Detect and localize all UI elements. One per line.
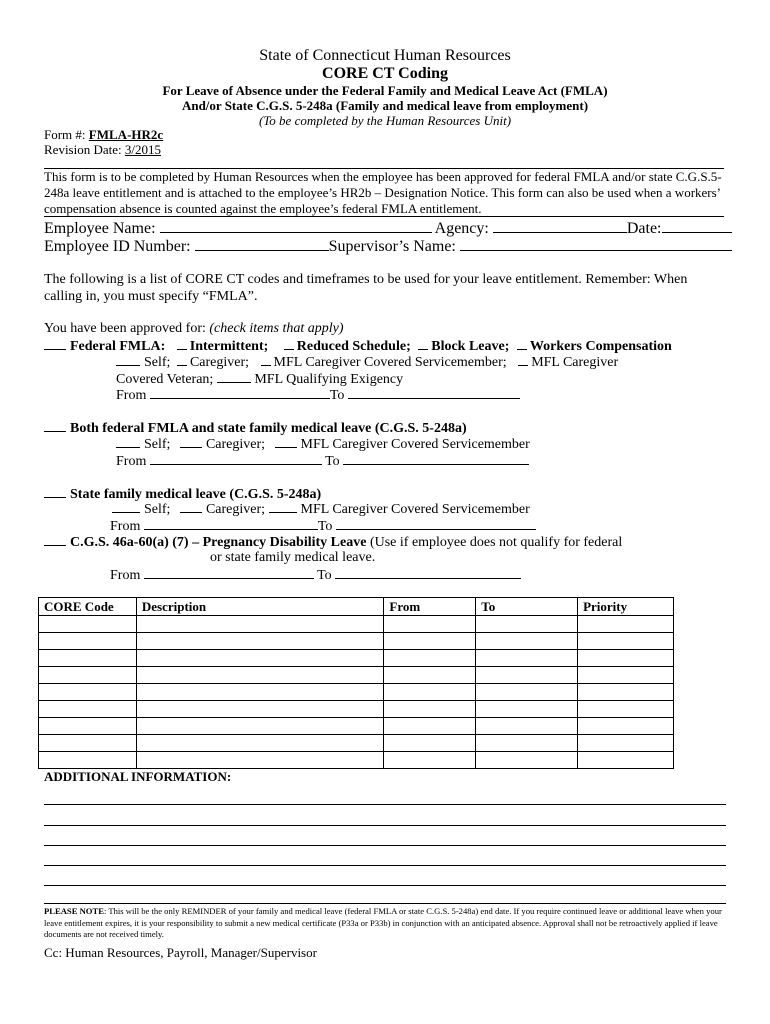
- table-cell[interactable]: [384, 616, 476, 633]
- intro-line-1: This form is to be completed by Human Resources when the employee has been approved for federal FMLA and/or state C.G.S.5-: [44, 169, 722, 184]
- state-dates-row: From To: [110, 517, 536, 535]
- table-cell[interactable]: [384, 667, 476, 684]
- col-to: To: [476, 598, 578, 616]
- state-caregiver-checkbox[interactable]: [180, 500, 202, 513]
- additional-line[interactable]: [44, 885, 726, 886]
- federal-mfl-servicemember-checkbox[interactable]: [261, 355, 271, 366]
- table-cell[interactable]: [39, 752, 137, 769]
- table-cell[interactable]: [476, 633, 578, 650]
- table-row: [39, 684, 674, 701]
- table-cell[interactable]: [578, 667, 674, 684]
- table-cell[interactable]: [136, 701, 384, 718]
- federal-veteran-row: Covered Veteran; MFL Qualifying Exigency: [116, 372, 404, 387]
- form-number-line: Form #: FMLA-HR2c: [44, 127, 164, 142]
- state-self-checkbox[interactable]: [112, 500, 140, 513]
- table-cell[interactable]: [384, 633, 476, 650]
- federal-self-checkbox[interactable]: [116, 353, 140, 366]
- employee-id-field[interactable]: [195, 238, 329, 251]
- intro-line-3: compensation absence is counted against the employee’s federal FMLA entitlement.: [44, 201, 482, 216]
- table-cell[interactable]: [39, 718, 137, 735]
- table-cell[interactable]: [136, 684, 384, 701]
- reduced-schedule-checkbox[interactable]: [284, 339, 294, 350]
- federal-to-field[interactable]: [348, 386, 520, 399]
- approved-for: You have been approved for: (check items that apply): [44, 321, 344, 336]
- pregnancy-note-2: or state family medical leave.: [210, 550, 376, 565]
- table-row: [39, 667, 674, 684]
- both-self-checkbox[interactable]: [116, 435, 140, 448]
- federal-exigency-checkbox[interactable]: [217, 370, 251, 383]
- both-dates-row: From To: [116, 452, 529, 470]
- table-cell[interactable]: [476, 735, 578, 752]
- table-cell[interactable]: [39, 650, 137, 667]
- table-cell[interactable]: [39, 701, 137, 718]
- federal-fmla-checkbox[interactable]: [44, 337, 66, 350]
- col-priority: Priority: [578, 598, 674, 616]
- table-cell[interactable]: [136, 752, 384, 769]
- org-title: State of Connecticut Human Resources: [259, 47, 511, 64]
- table-cell[interactable]: [476, 616, 578, 633]
- federal-caregiver-checkbox[interactable]: [177, 355, 187, 366]
- pregnancy-to-field[interactable]: [335, 566, 521, 579]
- table-cell[interactable]: [136, 616, 384, 633]
- please-note: PLEASE NOTE: This will be the only REMINDER of your family and medical leave (federal FMLA or state C.G.S. 5-248a) end date. If you require continued leave or additional leave when your leave entitlement expires, it is your responsibility to submit a new medical certificate (P33a or P33b) in conjunction with an anticipated absence. Approval shall not be retroactively applied if leave documents are not received timely.: [44, 906, 722, 939]
- both-from-field[interactable]: [150, 452, 322, 465]
- table-cell[interactable]: [476, 667, 578, 684]
- subtitle-state: And/or State C.G.S. 5-248a (Family and medical leave from employment): [181, 98, 589, 113]
- additional-line[interactable]: [44, 865, 726, 866]
- both-checkbox[interactable]: [44, 419, 66, 432]
- divider-intro: [44, 216, 724, 217]
- table-cell[interactable]: [476, 718, 578, 735]
- table-cell[interactable]: [136, 667, 384, 684]
- codes-intro-line-1: The following is a list of CORE CT codes and timeframes to be used for your leave entitlement. Remember: When: [44, 272, 688, 287]
- table-cell[interactable]: [384, 684, 476, 701]
- table-row: [39, 752, 674, 769]
- codes-intro-line-2: calling in, you must specify “FMLA”.: [44, 289, 258, 304]
- employee-row-2: Employee ID Number: Supervisor’s Name:: [44, 238, 732, 256]
- additional-line[interactable]: [44, 804, 726, 805]
- federal-reason-row: Self; Caregiver; MFL Caregiver Covered Servicemember; MFL Caregiver: [116, 353, 618, 371]
- page-title: CORE CT Coding: [322, 65, 448, 82]
- federal-dates-row: From To: [116, 386, 520, 404]
- col-core-code: CORE Code: [39, 598, 137, 616]
- revision-date: 3/2015: [124, 142, 162, 157]
- table-row: [39, 616, 674, 633]
- table-cell[interactable]: [39, 735, 137, 752]
- additional-info-label: ADDITIONAL INFORMATION:: [44, 769, 232, 784]
- both-to-field[interactable]: [343, 452, 529, 465]
- subtitle-hr-unit: (To be completed by the Human Resources Unit): [258, 113, 512, 128]
- supervisor-field[interactable]: [460, 238, 732, 251]
- table-cell[interactable]: [136, 650, 384, 667]
- form-number: FMLA-HR2c: [88, 127, 164, 142]
- col-from: From: [384, 598, 476, 616]
- state-checkbox[interactable]: [44, 485, 66, 498]
- table-cell[interactable]: [578, 684, 674, 701]
- federal-fmla-row: Federal FMLA: Intermittent; Reduced Schedule; Block Leave; Workers Compensation: [44, 337, 672, 355]
- intermittent-checkbox[interactable]: [177, 339, 187, 350]
- table-cell[interactable]: [578, 718, 674, 735]
- table-cell[interactable]: [136, 633, 384, 650]
- state-to-field[interactable]: [336, 517, 536, 530]
- pregnancy-from-field[interactable]: [144, 566, 314, 579]
- table-cell[interactable]: [476, 752, 578, 769]
- table-cell[interactable]: [476, 650, 578, 667]
- table-cell[interactable]: [384, 752, 476, 769]
- table-cell[interactable]: [578, 735, 674, 752]
- state-reason-row: Self; Caregiver; MFL Caregiver Covered Servicemember: [112, 500, 530, 518]
- table-row: [39, 633, 674, 650]
- state-row: State family medical leave (C.G.S. 5-248a): [44, 485, 321, 503]
- both-caregiver-checkbox[interactable]: [180, 435, 202, 448]
- table-cell[interactable]: [384, 701, 476, 718]
- federal-mfl-caregiver-checkbox[interactable]: [518, 355, 528, 366]
- table-cell[interactable]: [384, 650, 476, 667]
- core-code-table: [38, 597, 674, 769]
- subtitle-fmla: For Leave of Absence under the Federal Family and Medical Leave Act (FMLA): [162, 83, 608, 98]
- revision-line: Revision Date: 3/2015: [44, 142, 162, 157]
- additional-line[interactable]: [44, 845, 726, 846]
- table-cell[interactable]: [578, 633, 674, 650]
- both-row: Both federal FMLA and state family medical leave (C.G.S. 5-248a): [44, 419, 467, 437]
- intro-line-2: 248a leave entitlement and is attached to the employee’s HR2b – Designation Notice. This form can also be used when a workers’: [44, 185, 722, 200]
- employee-row-1: Employee Name: Agency: Date:: [44, 220, 732, 238]
- federal-from-field[interactable]: [150, 386, 330, 399]
- table-cell[interactable]: [384, 718, 476, 735]
- table-cell[interactable]: [384, 735, 476, 752]
- table-row: [39, 735, 674, 752]
- table-cell[interactable]: [578, 650, 674, 667]
- pregnancy-checkbox[interactable]: [44, 533, 66, 546]
- table-row: [39, 701, 674, 718]
- agency-field[interactable]: [493, 220, 627, 233]
- state-from-field[interactable]: [144, 517, 318, 530]
- both-mfl-servicemember-checkbox[interactable]: [275, 435, 297, 448]
- block-leave-checkbox[interactable]: [418, 339, 428, 350]
- workers-comp-checkbox[interactable]: [517, 339, 527, 350]
- col-description: Description: [136, 598, 384, 616]
- pregnancy-row: C.G.S. 46a-60(a) (7) – Pregnancy Disability Leave (Use if employee does not qualify for federal: [44, 533, 622, 551]
- table-header-row: [39, 598, 674, 616]
- table-cell[interactable]: [578, 752, 674, 769]
- table-cell[interactable]: [39, 616, 137, 633]
- table-row: [39, 650, 674, 667]
- table-cell[interactable]: [136, 718, 384, 735]
- table-cell[interactable]: [136, 735, 384, 752]
- table-cell[interactable]: [476, 684, 578, 701]
- table-row: [39, 718, 674, 735]
- table-cell[interactable]: [578, 616, 674, 633]
- note-divider: [44, 903, 726, 904]
- table-cell[interactable]: [578, 701, 674, 718]
- table-cell[interactable]: [476, 701, 578, 718]
- table-cell[interactable]: [39, 633, 137, 650]
- table-cell[interactable]: [39, 667, 137, 684]
- pregnancy-dates-row: From To: [110, 566, 521, 584]
- employee-name-field[interactable]: [160, 220, 432, 233]
- both-reason-row: Self; Caregiver; MFL Caregiver Covered Servicemember: [116, 435, 530, 453]
- cc-line: Cc: Human Resources, Payroll, Manager/Supervisor: [44, 945, 317, 960]
- state-mfl-servicemember-checkbox[interactable]: [269, 500, 297, 513]
- table-cell[interactable]: [39, 684, 137, 701]
- additional-line[interactable]: [44, 825, 726, 826]
- date-field[interactable]: [662, 220, 732, 233]
